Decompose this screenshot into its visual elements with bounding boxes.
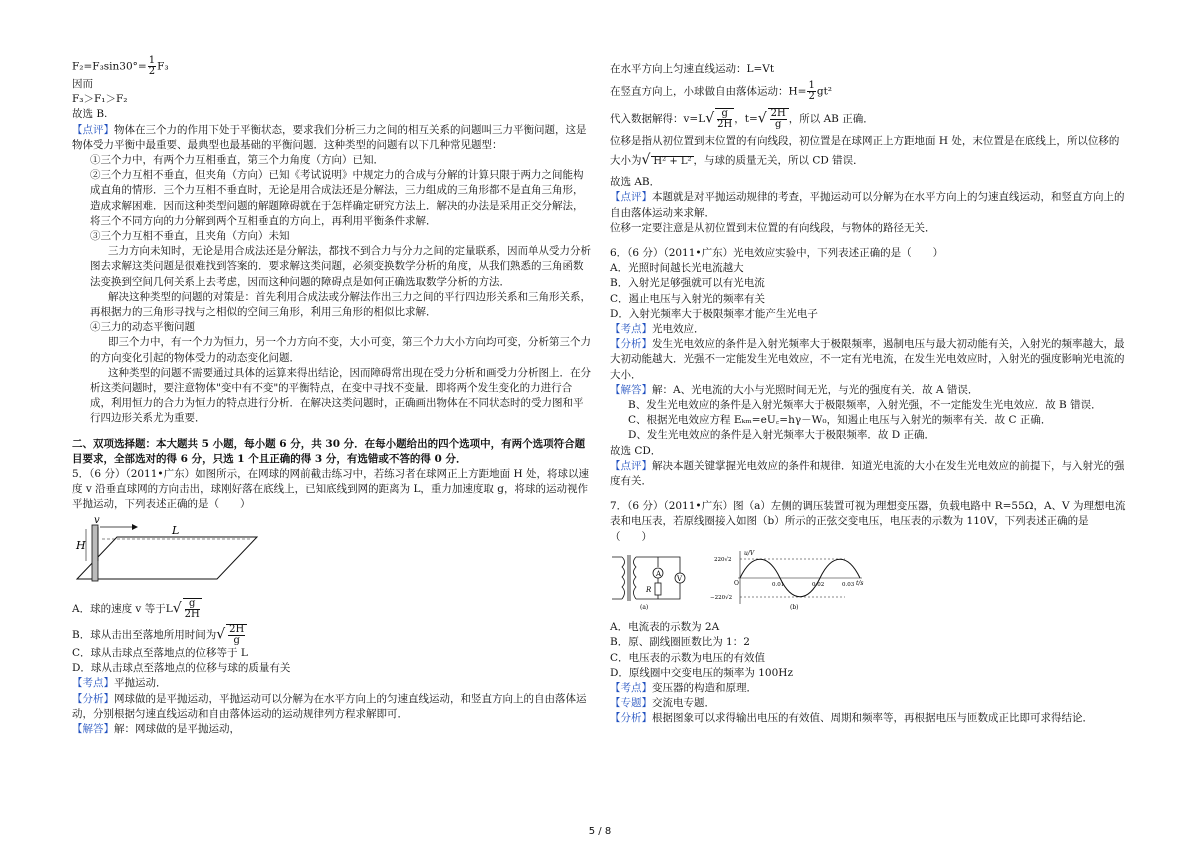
origin-label: O [734, 579, 739, 587]
option-b: B．球从击出至落地所用时间为√ $\frac{2H}{g}$ [72, 624, 592, 646]
item-3: ③三个力互相不垂直，且夹角（方向）未知 [90, 230, 290, 243]
inequality: F₃＞F₁＞F₂ [72, 93, 128, 106]
question-7: 7．（6 分）（2011•广东）图（a）左侧的调压装置可视为理想变压器，负载电路中 R=55Ω，A、V 为理想电流表和电压表，若原线圈接入如图（b）所示的正弦交变电压，电压表的示数为 110V，下列表述正确的是 [610, 500, 1126, 528]
axis-t-label: t/s [856, 579, 864, 587]
item-3-para-2: 解决这种类型的问题的对策是：首先利用合成法或分解法作出三力之间的平行四边形关系和三角形关系，再根据力的三角形寻找与之相似的空间三角形，利用三角形的相似比求解． [90, 290, 591, 319]
comment-paragraph: 【点评】本题就是对平抛运动规律的考查，平抛运动可以分解为在水平方向上的匀速直线运动，和竖直方向上的自由落体运动来求解． [610, 191, 1125, 219]
tennis-court-figure [72, 517, 592, 594]
item-1: ①三个力中，有两个力互相垂直，第三个力角度（方向）已知． [90, 154, 384, 167]
label-H: H [76, 538, 86, 552]
equation-displacement: 大小为√ H² + L² ，与球的质量无关，所以 CD 错误． [610, 152, 864, 169]
solution-b: B、发生光电效应的条件是入射光频率大于极限频率，入射光强，不一定能发生光电效应．故 B 错误． [628, 399, 1102, 412]
item-3-para-1: 三力方向未知时，无论是用合成法还是分解法，都找不到合力与分力之间的定量联系，因而单从受力分析图去求解这类问题是很难找到答案的．要求解这类问题，必须变换数学分析的角度，从我们熟悉的三角函数法变换到空间几何关系上去考虑，因而这种问题的障碍点是如何正确选取数学分析的方法． [90, 245, 591, 288]
analysis: 【分析】发生光电效应的条件是入射光频率大于极限频率，遏制电压与最大初动能有关，入射光的频率越大，最大初动能越大．光强不一定能发生光电效应，不一定有光电流，在发生光电效应时，入射光的强度影响光电流的大小． [610, 338, 1125, 381]
solution: 【解答】解：网球做的是平抛运动， [72, 722, 240, 735]
tick-pos: 220√2 [714, 556, 732, 563]
solution-d: D、发生光电效应的条件是入射光频率大于极限频率．故 D 正确． [628, 429, 936, 442]
option-d: D．原线圈中交变电压的频率为 100Hz [610, 666, 793, 679]
text-line: 位移一定要注意是从初位置到末位置的有向线段，与物体的路径无关． [610, 221, 936, 234]
answer-choice: 故选 B. [72, 108, 108, 121]
item-4: ④三力的动态平衡问题 [90, 321, 195, 334]
item-4-para-1: 即三个力中，有一个力为恒力，另一个力方向不变，大小可变，第三个力大小方向均可变，分析第三个力的方向变化引起的物体受力的动态变化问题． [90, 336, 591, 364]
keypoint: 【考点】光电效应． [610, 323, 705, 336]
ammeter-label: A [656, 569, 662, 578]
analysis: 【分析】网球做的是平抛运动，平抛运动可以分解为在水平方向上的匀速直线运动，和竖直方向上的自由落体运动，分别根据匀速直线运动和自由落体运动的运动规律列方程求解即可． [72, 692, 587, 720]
tick-neg: −220√2 [710, 594, 733, 601]
question-5: 5．（6 分）（2011•广东）如图所示，在网球的网前截击练习中，若练习者在球网正上方距地面 H 处，将球以速度 v 沿垂直球网的方向击出，球刚好落在底线上，已知底线到网的距离为 L，重力加速度取 g，将球的运动视作平抛运动，下列表述正确的是（ ） [72, 468, 589, 511]
voltmeter-label: V [677, 574, 683, 583]
right-column [610, 62, 1130, 727]
item-2: ②三个力互相不垂直，但夹角（方向）已知《考试说明》中规定力的合成与分解的计算只限于两力之间能构成直角的情形．三个力互相不垂直时，无论是用合成法还是分解法，三力组成的三角形都不是直角三角形，造成求解困难．因而这种类型问题的解题障碍就在于怎样确定研究方法上．解决的办法是采用正交分解法，将三个不同方向的力分解到两个互相垂直的方向上，再利用平衡条件求解． [90, 169, 584, 227]
text-line: 因而 [72, 78, 93, 90]
fraction: $\frac{1}{2}$ [148, 55, 156, 77]
topic: 【专题】交流电专题． [610, 697, 715, 710]
equation-h: 在竖直方向上，小球做自由落体运动：H= $\frac{1}{2}$ gt² [610, 80, 832, 103]
option-a: A．球的速度 v 等于L√ $\frac{g}{2H}$ [72, 597, 200, 620]
fig-a-label: (a) [640, 603, 649, 611]
option-d: D．入射光频率大于极限频率才能产生光电子 [610, 307, 818, 320]
tick-t2: 0.02 [812, 581, 825, 588]
answer-choice: 故选 CD． [610, 444, 662, 457]
option-b: B．原、副线圈匝数比为 1：2 [610, 636, 750, 649]
axis-u-label: u/V [744, 549, 755, 557]
fig-b-label: (b) [790, 603, 799, 611]
option-b: B．入射光足够强就可以有光电流 [610, 277, 765, 290]
question-6: 6．（6 分）（2011•广东）光电效应实验中，下列表述正确的是（ ） [610, 247, 944, 260]
comment-tag: 【点评】 [72, 123, 114, 136]
question-7-paren: （ ） [610, 530, 652, 543]
solution: 【解答】解：A、光电流的大小与光照时间无光，与光的强度有关．故 A 错误． [610, 383, 979, 396]
resistor-label: R [646, 585, 652, 594]
label-v: v [94, 516, 100, 526]
left-column [72, 56, 592, 737]
equation-f2: F₂=F₃sin30°= $\frac{1}{2}$ F₃ [72, 55, 169, 77]
comment-paragraph: 【点评】解决本题关键掌握光电效应的条件和规律．知道光电流的大小在发生光电效应的前提下，与入射光的强度有关． [610, 459, 1125, 488]
section-heading: 二、双项选择题：本大题共 5 小题，每小题 6 分，共 30 分．在每小题给出的四个选项中，有两个选项符合题目要求，全部选对的得 6 分，只选 1 个且正确的得 3 分，有选错或不答的得 0 分． [72, 437, 586, 465]
option-a: A．电流表的示数为 2A [610, 621, 720, 634]
option-d: D．球从击球点至落地点的位移与球的质量有关 [72, 662, 291, 675]
option-a: A．光照时间越长光电流越大 [610, 262, 744, 275]
keypoint: 【考点】变压器的构造和原理． [610, 681, 757, 694]
tick-t3: 0.03 [842, 581, 855, 588]
page-number: 5 / 8 [588, 826, 612, 837]
label-L: L [172, 523, 180, 537]
text-line: 位移是指从初位置到末位置的有向线段，初位置是在球网正上方距地面 H 处，末位置是在底线上，所以位移的 [610, 135, 1120, 148]
comment-paragraph: 【点评】物体在三个力的作用下处于平衡状态，要求我们分析三力之间的相互关系的问题叫三力平衡问题，这是物体受力平衡中最重要、最典型也最基础的平衡问题．这种类型的问题有以下几种常见题型： [72, 123, 587, 151]
answer-choice: 故选 AB． [610, 176, 661, 189]
keypoint: 【考点】平抛运动． [72, 677, 167, 690]
transformer-figure [610, 549, 1130, 616]
equation-solve: 代入数据解得：v=L√ $\frac{g}{2H}$ ，t=√ $\frac{2H}{g}$ ，所以 AB 正确． [610, 108, 874, 131]
solution-c: C、根据光电效应方程 Eₖₘ=eU꜀=hγ－W₀，知遏止电压与入射光的频率有关．故 C 正确． [628, 414, 1052, 427]
option-c: C．遏止电压与入射光的频率有关 [610, 292, 766, 305]
text-line: 在水平方向上匀速直线运动：L=Vt [610, 63, 775, 75]
analysis: 【分析】根据图象可以求得输出电压的有效值、周期和频率等，再根据电压与匝数成正比即可求得结论． [610, 712, 1093, 725]
item-4-para-2: 这种类型的问题不需要通过具体的运算来得出结论，因而障碍常出现在受力分析和画受力分析图上．在分析这类问题时，要注意物体"变中有不变"的平衡特点，在变中寻找不变量．即将两个发生变化的力进行合成，利用恒力的合力为恒力的特点进行分析．在解决这类问题时，正确画出物体在不同状态时的受力图和平行四边形关系尤为重要． [90, 366, 591, 425]
option-c: C．电压表的示数为电压的有效值 [610, 651, 766, 664]
option-c: C．球从击球点至落地点的位移等于 L [72, 646, 248, 659]
tick-t1: 0.01 [772, 581, 785, 588]
